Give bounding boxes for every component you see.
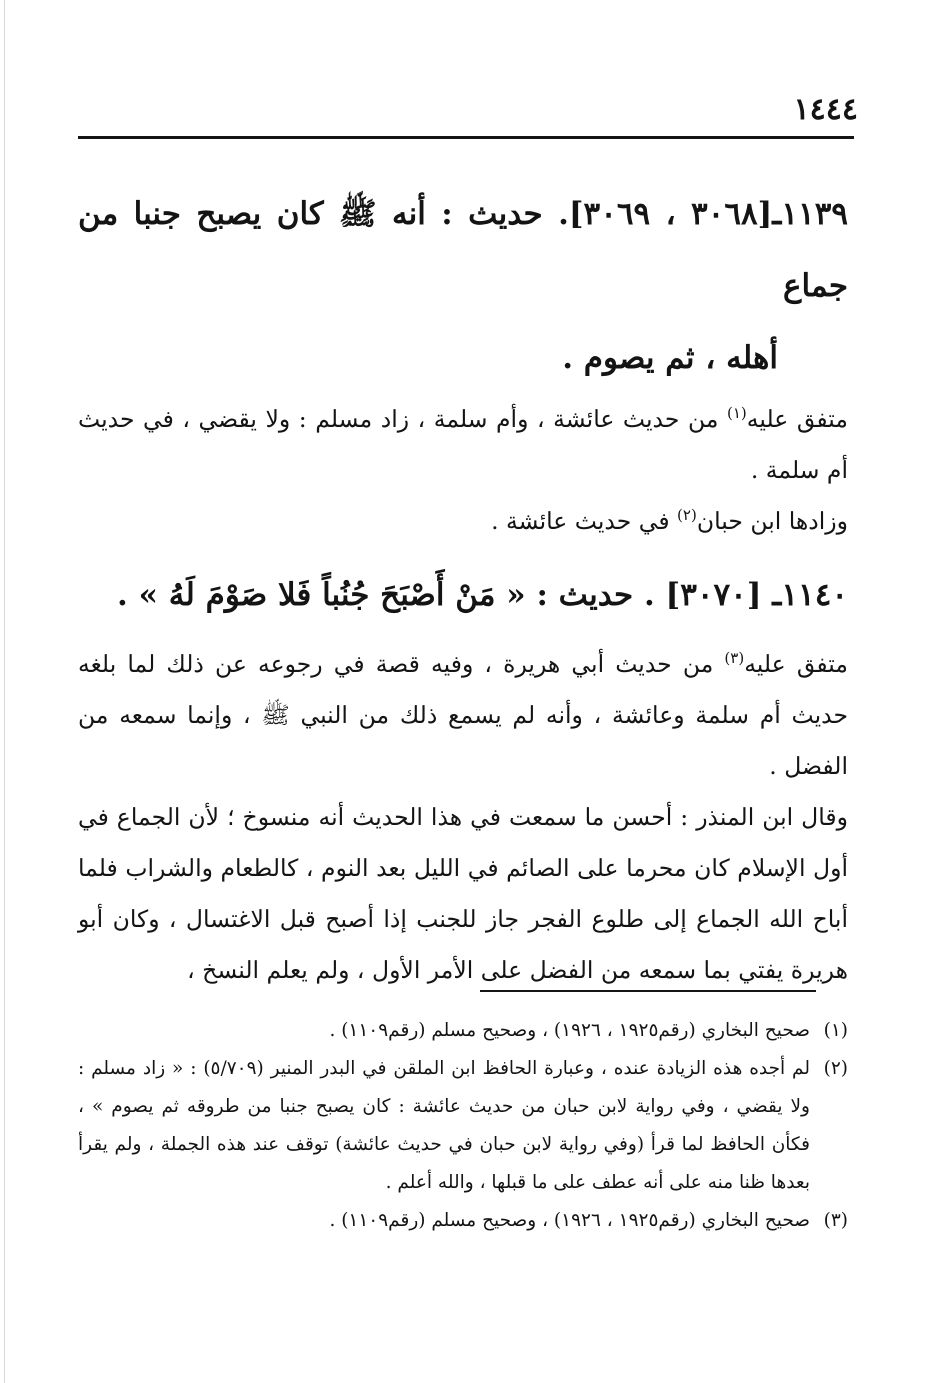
page-number: ١٤٤٤ bbox=[793, 92, 858, 127]
hadith-heading-1139 bbox=[78, 178, 848, 394]
footnote-text: صحيح البخاري (رقم١٩٢٥ ، ١٩٢٦) ، وصحيح مسلم (رقم١١٠٩) . bbox=[329, 1210, 810, 1231]
footnote-ref-1[interactable]: (١) bbox=[727, 404, 747, 423]
footnote-number: (٣) bbox=[823, 1210, 848, 1231]
header-rule bbox=[78, 136, 854, 139]
footnote-number: (٢) bbox=[823, 1058, 848, 1079]
footnote-separator bbox=[480, 990, 816, 992]
footnote-text: صحيح البخاري (رقم١٩٢٥ ، ١٩٢٦) ، وصحيح مسلم (رقم١١٠٩) . bbox=[329, 1020, 810, 1041]
paragraph-4: وقال ابن المنذر : أحسن ما سمعت في هذا الحديث أنه منسوخ ؛ لأن الجماع في أول الإسلام كان محرما على الصائم في الليل بعد النوم ، كالطعام والشراب فلما أباح الله الجماع إلى طلوع الفجر جاز للجنب إذا أصبح قبل الاغتسال ، وكان أبو هريرة يفتي بما سمعه من الفضل على الأمر الأول ، ولم يعلم النسخ ، bbox=[78, 803, 848, 984]
paragraph-3-text-a: متفق عليه bbox=[744, 650, 848, 678]
paragraph-3 bbox=[78, 639, 848, 792]
binding-edge-line bbox=[4, 0, 5, 1383]
footnotes bbox=[78, 1012, 848, 1240]
footnote-text: لم أجده هذه الزيادة عنده ، وعبارة الحافظ ابن الملقن في البدر المنير (٥/٧٠٩) : « زاد مسلم : ولا يقضي ، وفي رواية لابن حبان من حديث عائشة : كان يصبح جنبا من طروقه ثم يصوم » ، فكأن الحافظ لما قرأ (وفي رواية لابن حبان في حديث عائشة) توقف عند هذه الجملة ، ولم يقرأ بعدها ظنا منه على أنه عطف على ما قبلها ، والله أعلم . bbox=[78, 1058, 810, 1193]
hadith-heading-line-1: ١١٣٩ـ[٣٠٦٨ ، ٣٠٦٩]. حديث : أنه ﷺ كان يصبح جنبا من جماع bbox=[78, 196, 848, 304]
paragraph-2-text-b: في حديث عائشة . bbox=[491, 507, 678, 535]
paragraph-1-text-a: متفق عليه bbox=[746, 405, 848, 433]
footnote-2 bbox=[78, 1050, 848, 1202]
main-text bbox=[78, 178, 848, 996]
footnote-1 bbox=[78, 1012, 848, 1050]
footnote-ref-3[interactable]: (٣) bbox=[724, 649, 745, 668]
paragraph-2 bbox=[78, 496, 848, 547]
footnote-ref-2[interactable]: (٢) bbox=[677, 506, 697, 525]
paragraph-1-text-b: من حديث عائشة ، وأم سلمة ، زاد مسلم : ولا يقضي ، في حديث أم سلمة . bbox=[78, 405, 848, 484]
paragraph-3-text-b: من حديث أبي هريرة ، وفيه قصة في رجوعه عن ذلك لما بلغه حديث أم سلمة وعائشة ، وأنه لم يسمع ذلك من النبي ﷺ ، وإنما سمعه من الفضل . bbox=[78, 650, 848, 780]
paragraph-1 bbox=[78, 394, 848, 496]
footnote-3 bbox=[78, 1202, 848, 1240]
footnote-number: (١) bbox=[823, 1020, 848, 1041]
hadith-heading-1140: ١١٤٠ـ [٣٠٧٠] . حديث : « مَنْ أَصْبَحَ جُنُباً فَلا صَوْمَ لَهُ » . bbox=[117, 577, 848, 613]
hadith-heading-line-2: أهله ، ثم يصوم . bbox=[562, 340, 778, 376]
paragraph-2-text-a: وزادها ابن حبان bbox=[696, 507, 848, 535]
